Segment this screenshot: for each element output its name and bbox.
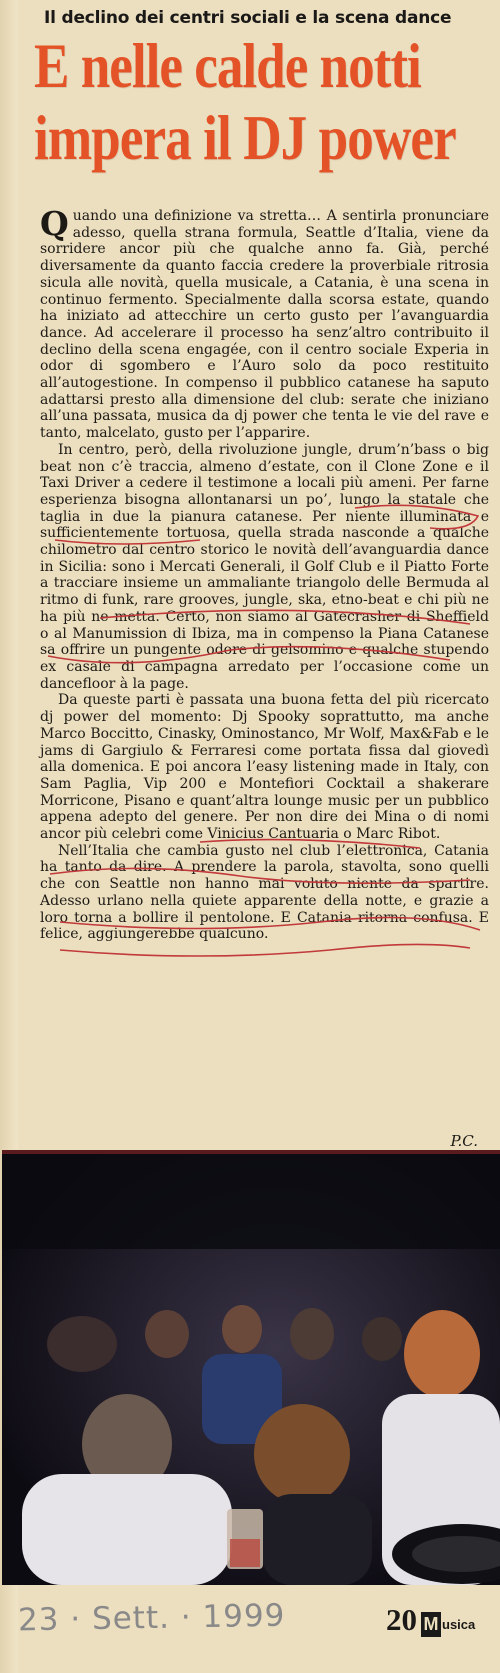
magazine-logo-letter: M [421,1612,441,1637]
headline-line-1: E nelle calde notti [34,30,421,101]
headline-line-2: impera il DJ power [34,102,456,173]
paragraph-2: In centro, però, della rivoluzione jungle, drum’n’bass o big beat non c’è traccia, almeno d’estate, con il Clone Zone e il Taxi Driver a cedere il testimone a locali più ameni. Per farne esperienza bisogna allontanarsi un po’, lungo la statale che taglia in due la pianura catanese. Per niente illuminata e sufficientemente tortuosa, quella strada nasconde a qualche chilometro dal centro storico le novità dell’avanguardia dance in Sicilia: sono i Mercati Generali, il Golf Club e il Piatto Forte a tracciare insieme un ammaliante triangolo delle Bermuda al ritmo di funk, rare grooves, jungle, ska, etno-beat e chi più ne ha più ne metta. Certo, non siamo al Gatecrasher di Sheffield o al Manumission di Ibiza, ma in compenso la Piana Catanese sa offrire un pungente odore di gelsomino e qualche stupendo ex casale di campagna arredato per l’occasione come un dancefloor à la page. [40,441,489,692]
article-body [40,204,489,943]
magazine-logo-text: usica [442,1617,476,1632]
paragraph-4: Nell’Italia che cambia gusto nel club l’elettronica, Catania ha tanto da dire. A prendere la parola, stavolta, sono quelli che con Seattle non hanno mai voluto niente da spartire. Adesso urlano nella quiete apparente della notte, e grazie a loro torna a bollire il pentolone. E Catania ritorna confusa. E felice, aggiungerebbe qualcuno. [40,842,489,943]
paragraph-1 [40,204,489,442]
page-number: 20 [386,1602,417,1637]
pen-mark-cocktail [60,944,470,956]
magazine-logo [421,1612,475,1637]
club-crowd-photo [2,1150,500,1585]
article-kicker: Il declino dei centri sociali e la scena dance [44,8,452,28]
article-headline [34,30,492,173]
drop-cap: Q [40,204,69,243]
crowd-illustration [2,1154,500,1585]
author-signature: P.C. [450,1132,478,1150]
handwritten-date: 23 · Sett. · 1999 [17,1597,286,1639]
paragraph-3: Da queste parti è passata una buona fetta del più ricercato dj power del momento: Dj Spooky soprattutto, ma anche Marco Boccitto, Cinasky, Ominostanco, Mr Wolf, Max&Fab e le jams di Gargiulo & Ferraresi come portata fissa dal giovedì alla domenica. E poi ancora l’easy listening made in Italy, con Sam Paglia, Vip 200 e Montefiori Cocktail a shakerare Morricone, Pisano e quant’altra lounge music per un pubblico appena adepto del genere. Per non dire dei Mina o di nomi ancor più celebri come Vinicius Cantuaria o Marc Ribot. [40,692,489,843]
paragraph-1-text: uando una definizione va stretta… A sentirla pronunciare adesso, quella strana formula, Seattle d’Italia, viene da sorridere ancor più che qualche anno fa. Già, perché diversamente da quanto faccia credere la proverbiale ritrosia sicula alle novità, quella musicale, a Catania, è una scena in continuo fermento. Specialmente dalla scorsa estate, quando ha iniziato ad attecchire un certo gusto per l’avanguardia dance. Ad accelerare il processo ha senz’altro contribuito il declino della scena engagée, con il centro sociale Experia in odor di sgombero e l’Auro solo da poco restituito all’autogestione. In compenso il pubblico catanese ha saputo adattarsi presto alla dimensione del club: serate che iniziano all’una passata, musica da dj power che tenta le vie del rave e tanto, malcelato, gusto per l’apparire. [40,208,489,442]
